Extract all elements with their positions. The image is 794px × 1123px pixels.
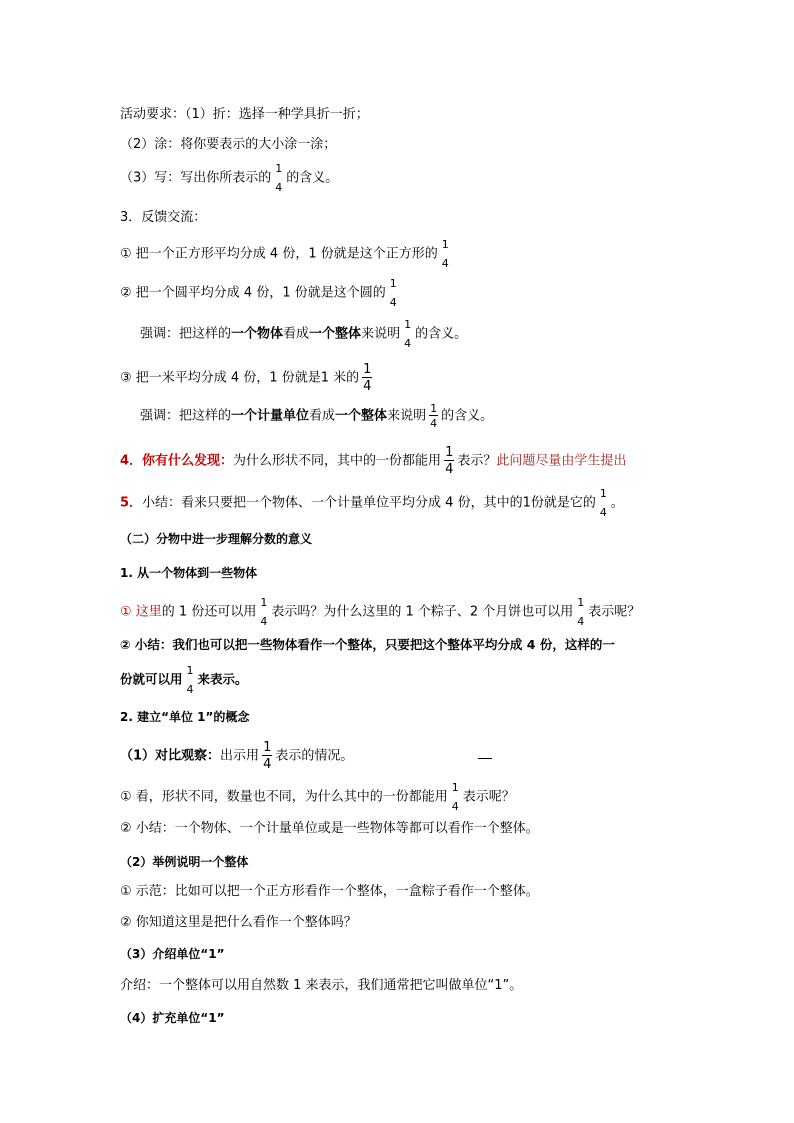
fraction-den: 4 bbox=[263, 757, 272, 772]
compare-observe bbox=[120, 740, 353, 772]
text: 表示吗？为什么这里的 1 个粽子、2 个月饼也可以用 bbox=[271, 604, 574, 620]
text: ① 看，形状不同，数量也不同，为什么其中的一份都能用 bbox=[120, 789, 448, 805]
fraction-den: 4 bbox=[451, 800, 459, 813]
text: 4．你有什么发现： bbox=[120, 453, 234, 469]
text: 强调：把这样的 bbox=[140, 408, 232, 424]
example-circle bbox=[120, 277, 401, 309]
fraction-num: 1 bbox=[389, 277, 397, 290]
summary-line bbox=[120, 487, 624, 519]
text: 看成 bbox=[283, 326, 310, 342]
emphasis-object bbox=[140, 318, 467, 350]
text: 表示呢？ bbox=[588, 604, 641, 620]
fraction-one-quarter bbox=[389, 277, 398, 309]
text: ③ 把一米平均分成 4 份，1 份就是1 米的 bbox=[120, 370, 360, 386]
example-whole-heading: （2）举例说明一个整体 bbox=[120, 855, 249, 869]
question-here bbox=[120, 596, 640, 628]
fraction-num: 1 bbox=[260, 596, 268, 609]
fraction-one-quarter bbox=[576, 596, 585, 628]
fraction-den: 4 bbox=[186, 683, 194, 696]
text: ① 这里 bbox=[120, 604, 162, 620]
fraction-den: 4 bbox=[445, 462, 454, 477]
text: 的含义。 bbox=[286, 170, 339, 186]
emphasis-unit bbox=[140, 402, 493, 430]
text: 表示？ bbox=[457, 453, 497, 469]
text: 看成 bbox=[309, 408, 336, 424]
fraction-den: 4 bbox=[430, 417, 438, 430]
subsection-one-heading: 1. 从一个物体到一些物体 bbox=[120, 566, 258, 580]
fraction-num: 1 bbox=[275, 162, 283, 175]
text: ② 把一个圆平均分成 4 份，1 份就是这个圆的 bbox=[120, 285, 386, 301]
expand-unit-heading: （4）扩充单位“1” bbox=[120, 1011, 225, 1025]
text: ① 把一个正方形平均分成 4 份，1 份就是这个正方形的 bbox=[120, 246, 438, 262]
text: 来说明 bbox=[387, 408, 427, 424]
fraction-one-quarter bbox=[186, 664, 195, 696]
fraction-den: 4 bbox=[404, 337, 412, 350]
text: 一个整体 bbox=[309, 326, 362, 342]
summary-objects-cont bbox=[120, 664, 248, 696]
fraction-one-quarter bbox=[274, 162, 283, 194]
text: 小结：看来只要把一个物体、一个计量单位平均分成 4 份，其中的1份就是它的 bbox=[142, 495, 596, 511]
fraction-num: 1 bbox=[577, 596, 585, 609]
text: 的含义。 bbox=[415, 326, 468, 342]
fraction-den: 4 bbox=[389, 296, 397, 309]
unit-one-heading: （3）介绍单位“1” bbox=[120, 947, 225, 961]
requirement-paint: （2）涂：将你要表示的大小涂一涂； bbox=[120, 137, 337, 152]
fraction-one-quarter bbox=[444, 445, 454, 477]
text: 的 1 份还可以用 bbox=[161, 604, 257, 620]
fraction-one-quarter bbox=[441, 238, 450, 270]
fraction-num: 1 bbox=[445, 445, 454, 460]
fraction-num: 1 bbox=[186, 664, 194, 677]
fraction-den: 4 bbox=[363, 379, 372, 394]
section-two-heading: （二）分物中进一步理解分数的意义 bbox=[120, 532, 313, 546]
fraction-den: 4 bbox=[260, 615, 268, 628]
whole-question: ② 你知道这里是把什么看作一个整体吗？ bbox=[120, 915, 357, 930]
fraction-den: 4 bbox=[441, 257, 449, 270]
fraction-num: 1 bbox=[451, 781, 459, 794]
text: 。 bbox=[610, 495, 624, 511]
example-meter bbox=[120, 362, 375, 394]
fraction-one-quarter bbox=[451, 781, 460, 813]
text: （1）对比观察： bbox=[120, 748, 221, 764]
fraction-den: 4 bbox=[577, 615, 585, 628]
fraction-one-quarter bbox=[599, 487, 608, 519]
stray-dash bbox=[478, 758, 492, 759]
fraction-den: 4 bbox=[275, 181, 283, 194]
example-square bbox=[120, 238, 453, 270]
text: 份就可以用 bbox=[120, 671, 183, 687]
summary-whole: ② 小结：一个物体、一个计量单位或是一些物体等都可以看作一个整体。 bbox=[120, 821, 539, 836]
text: 的含义。 bbox=[441, 408, 494, 424]
text: 表示的情况。 bbox=[275, 748, 354, 764]
text: 一个整体 bbox=[335, 408, 388, 424]
fraction-one-quarter bbox=[259, 596, 268, 628]
discovery-question bbox=[120, 445, 626, 477]
fraction-num: 1 bbox=[599, 487, 607, 500]
fraction-num: 1 bbox=[263, 740, 272, 755]
text: 来表示。 bbox=[197, 671, 248, 687]
fraction-one-quarter bbox=[403, 318, 412, 350]
text: 一个计量单位 bbox=[231, 408, 310, 424]
text: 强调：把这样的 bbox=[140, 326, 232, 342]
demonstration: ① 示范：比如可以把一个正方形看作一个整体，一盒粽子看作一个整体。 bbox=[120, 884, 539, 899]
text: （3）写：写出你所表示的 bbox=[120, 170, 272, 186]
fraction-den: 4 bbox=[599, 506, 607, 519]
text: 来说明 bbox=[361, 326, 401, 342]
summary-objects: ② 小结：我们也可以把一些物体看作一个整体，只要把这个整体平均分成 4 份，这样的一 bbox=[120, 637, 615, 652]
fraction-num: 1 bbox=[441, 238, 449, 251]
fraction-num: 1 bbox=[363, 362, 372, 377]
feedback-heading: 3．反馈交流： bbox=[120, 210, 207, 225]
fraction-one-quarter bbox=[262, 740, 272, 772]
text: 为什么形状不同，其中的一份都能用 bbox=[233, 453, 442, 469]
look-question bbox=[120, 781, 515, 813]
fraction-one-quarter bbox=[429, 402, 438, 430]
unit-one-intro: 介绍：一个整体可以用自然数 1 来表示，我们通常把它叫做单位“1”。 bbox=[120, 978, 523, 993]
requirement-write bbox=[120, 162, 338, 194]
text: 一个物体 bbox=[231, 326, 284, 342]
activity-requirements: 活动要求：（1）折：选择一种学具折一折； bbox=[120, 107, 369, 122]
fraction-one-quarter bbox=[362, 362, 372, 394]
text: 5． bbox=[120, 495, 143, 511]
fraction-num: 1 bbox=[404, 318, 412, 331]
subsection-two-heading: 2. 建立“单位 1”的概念 bbox=[120, 710, 250, 724]
text: 出示用 bbox=[220, 748, 260, 764]
text: 表示呢？ bbox=[462, 789, 515, 805]
fraction-num: 1 bbox=[430, 402, 438, 415]
text: 此问题尽量由学生提出 bbox=[496, 453, 627, 469]
